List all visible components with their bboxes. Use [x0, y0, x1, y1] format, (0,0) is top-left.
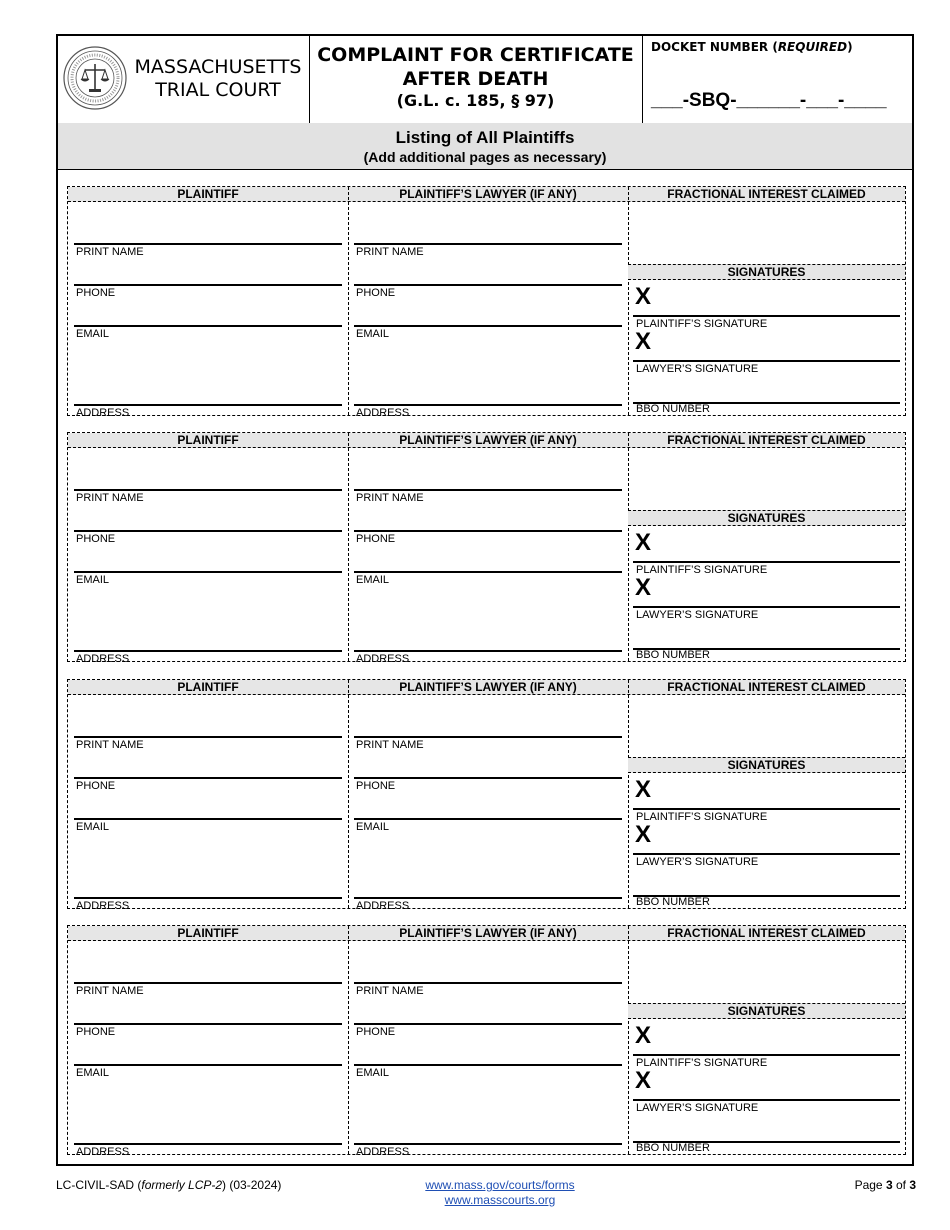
plaintiff-signature-label: PLAINTIFF’S SIGNATURE	[636, 811, 768, 823]
plaintiff-sign-x: X	[635, 529, 652, 556]
fractional-interest-field[interactable]	[629, 448, 905, 508]
lawyer-sign-x: X	[635, 821, 652, 848]
plaintiff-sign-x: X	[635, 1022, 652, 1049]
lawyer-signature-label: LAWYER’S SIGNATURE	[636, 363, 759, 375]
title-line2: AFTER DEATH	[402, 68, 549, 90]
column-divider	[348, 433, 349, 661]
docket-number-field[interactable]: ___-SBQ-______-___-____	[651, 90, 887, 111]
plaintiff-signature-label: PLAINTIFF’S SIGNATURE	[636, 1057, 768, 1069]
lawyer-sign-x: X	[635, 1067, 652, 1094]
court-header	[58, 36, 310, 123]
lawyer-phone-label: PHONE	[356, 1026, 396, 1038]
listing-title: Listing of All Plaintiffs	[395, 128, 575, 147]
plaintiff-email-label: EMAIL	[76, 821, 110, 833]
plaintiff-phone-field[interactable]	[74, 777, 342, 779]
plaintiff-address-label: ADDRESS	[76, 407, 130, 419]
form-title	[309, 36, 643, 123]
fractional-heading: FRACTIONAL INTEREST CLAIMED	[667, 926, 866, 940]
plaintiff-sign-x: X	[635, 283, 652, 310]
masscourts-link[interactable]: www.masscourts.org	[444, 1193, 556, 1207]
page-number: Page 3 of 3	[854, 1178, 916, 1192]
lawyer-phone-label: PHONE	[356, 780, 396, 792]
lawyer-sign-x: X	[635, 574, 652, 601]
fractional-heading: FRACTIONAL INTEREST CLAIMED	[667, 187, 866, 201]
plaintiff-phone-label: PHONE	[76, 1026, 116, 1038]
signatures-heading: SIGNATURES	[628, 264, 905, 280]
lawyer-phone-field[interactable]	[354, 777, 622, 779]
lawyer-email-label: EMAIL	[356, 1067, 390, 1079]
lawyer-address-field[interactable]	[354, 897, 622, 899]
form-frame	[56, 34, 914, 1166]
plaintiff-block	[67, 679, 906, 912]
lawyer-heading: PLAINTIFF’S LAWYER (IF ANY)	[399, 433, 577, 447]
lawyer-email-field[interactable]	[354, 325, 622, 327]
bbo-number-label: BBO NUMBER	[636, 649, 710, 661]
plaintiff-phone-label: PHONE	[76, 533, 116, 545]
plaintiff-signature-field[interactable]	[633, 561, 900, 563]
plaintiff-print-name-field[interactable]	[74, 243, 342, 245]
plaintiff-signature-label: PLAINTIFF’S SIGNATURE	[636, 564, 768, 576]
lawyer-print-name-label: PRINT NAME	[356, 985, 424, 997]
plaintiff-signature-field[interactable]	[633, 1054, 900, 1056]
plaintiff-address-field[interactable]	[74, 1143, 342, 1145]
column-divider	[348, 926, 349, 1154]
plaintiff-print-name-label: PRINT NAME	[76, 739, 144, 751]
block-header	[68, 433, 905, 448]
listing-subtitle: (Add additional pages as necessary)	[363, 149, 607, 165]
lawyer-print-name-field[interactable]	[354, 736, 622, 738]
form-header	[58, 36, 912, 125]
lawyer-address-field[interactable]	[354, 404, 622, 406]
lawyer-address-label: ADDRESS	[356, 1146, 410, 1158]
footer-links	[380, 1178, 620, 1208]
lawyer-phone-field[interactable]	[354, 284, 622, 286]
lawyer-print-name-field[interactable]	[354, 982, 622, 984]
lawyer-address-label: ADDRESS	[356, 900, 410, 912]
lawyer-heading: PLAINTIFF’S LAWYER (IF ANY)	[399, 680, 577, 694]
lawyer-phone-field[interactable]	[354, 1023, 622, 1025]
statute-citation: (G.L. c. 185, § 97)	[396, 91, 555, 110]
plaintiff-email-field[interactable]	[74, 818, 342, 820]
title-line1: COMPLAINT FOR CERTIFICATE	[317, 44, 634, 66]
bbo-number-label: BBO NUMBER	[636, 896, 710, 908]
signatures-heading: SIGNATURES	[628, 757, 905, 773]
court-line1: MASSACHUSETTS	[134, 56, 302, 78]
lawyer-signature-field[interactable]	[633, 853, 900, 855]
plaintiff-sign-x: X	[635, 776, 652, 803]
plaintiff-address-label: ADDRESS	[76, 653, 130, 665]
lawyer-phone-field[interactable]	[354, 530, 622, 532]
bbo-number-label: BBO NUMBER	[636, 403, 710, 415]
lawyer-sign-x: X	[635, 328, 652, 355]
plaintiff-address-label: ADDRESS	[76, 900, 130, 912]
block-header	[68, 680, 905, 695]
lawyer-email-label: EMAIL	[356, 574, 390, 586]
block-header	[68, 926, 905, 941]
plaintiff-email-label: EMAIL	[76, 574, 110, 586]
lawyer-print-name-label: PRINT NAME	[356, 739, 424, 751]
plaintiff-print-name-label: PRINT NAME	[76, 246, 144, 258]
lawyer-signature-field[interactable]	[633, 360, 900, 362]
lawyer-print-name-label: PRINT NAME	[356, 492, 424, 504]
fractional-heading: FRACTIONAL INTEREST CLAIMED	[667, 433, 866, 447]
docket-label: DOCKET NUMBER (REQUIRED)	[651, 40, 853, 54]
plaintiff-print-name-field[interactable]	[74, 736, 342, 738]
plaintiff-phone-field[interactable]	[74, 284, 342, 286]
lawyer-email-field[interactable]	[354, 571, 622, 573]
plaintiff-email-label: EMAIL	[76, 328, 110, 340]
lawyer-heading: PLAINTIFF’S LAWYER (IF ANY)	[399, 187, 577, 201]
lawyer-email-label: EMAIL	[356, 328, 390, 340]
lawyer-print-name-label: PRINT NAME	[356, 246, 424, 258]
plaintiff-signature-label: PLAINTIFF’S SIGNATURE	[636, 318, 768, 330]
signatures-heading: SIGNATURES	[628, 1003, 905, 1019]
plaintiff-signature-field[interactable]	[633, 808, 900, 810]
court-name	[134, 56, 302, 102]
plaintiff-heading: PLAINTIFF	[177, 926, 239, 940]
lawyer-heading: PLAINTIFF’S LAWYER (IF ANY)	[399, 926, 577, 940]
plaintiff-block	[67, 925, 906, 1158]
lawyer-address-label: ADDRESS	[356, 407, 410, 419]
plaintiff-phone-label: PHONE	[76, 287, 116, 299]
plaintiff-address-field[interactable]	[74, 404, 342, 406]
court-line2: TRIAL COURT	[155, 79, 281, 101]
plaintiff-signature-field[interactable]	[633, 315, 900, 317]
column-divider	[348, 187, 349, 415]
lawyer-address-field[interactable]	[354, 650, 622, 652]
lawyer-signature-label: LAWYER’S SIGNATURE	[636, 1102, 759, 1114]
plaintiff-print-name-label: PRINT NAME	[76, 985, 144, 997]
lawyer-email-field[interactable]	[354, 818, 622, 820]
column-divider	[348, 680, 349, 908]
lawyer-phone-label: PHONE	[356, 287, 396, 299]
fractional-interest-field[interactable]	[629, 695, 905, 755]
plaintiff-address-field[interactable]	[74, 650, 342, 652]
lawyer-signature-label: LAWYER’S SIGNATURE	[636, 856, 759, 868]
form-code: LC-CIVIL-SAD (formerly LCP-2) (03-2024)	[56, 1178, 282, 1192]
plaintiff-heading: PLAINTIFF	[177, 187, 239, 201]
plaintiff-phone-field[interactable]	[74, 1023, 342, 1025]
block-header	[68, 187, 905, 202]
lawyer-email-label: EMAIL	[356, 821, 390, 833]
plaintiff-email-field[interactable]	[74, 1064, 342, 1066]
fractional-interest-field[interactable]	[629, 941, 905, 1001]
plaintiff-phone-label: PHONE	[76, 780, 116, 792]
forms-link[interactable]: www.mass.gov/courts/forms	[425, 1178, 575, 1192]
court-seal-icon	[63, 46, 127, 110]
plaintiff-heading: PLAINTIFF	[177, 680, 239, 694]
lawyer-signature-field[interactable]	[633, 1099, 900, 1101]
plaintiff-print-name-field[interactable]	[74, 489, 342, 491]
plaintiff-phone-field[interactable]	[74, 530, 342, 532]
plaintiff-email-field[interactable]	[74, 325, 342, 327]
lawyer-email-field[interactable]	[354, 1064, 622, 1066]
fractional-interest-field[interactable]	[629, 202, 905, 262]
lawyer-phone-label: PHONE	[356, 533, 396, 545]
lawyer-address-label: ADDRESS	[356, 653, 410, 665]
fractional-heading: FRACTIONAL INTEREST CLAIMED	[667, 680, 866, 694]
plaintiff-print-name-field[interactable]	[74, 982, 342, 984]
plaintiff-email-field[interactable]	[74, 571, 342, 573]
bbo-number-label: BBO NUMBER	[636, 1142, 710, 1154]
docket-section	[643, 36, 912, 123]
plaintiff-heading: PLAINTIFF	[177, 433, 239, 447]
lawyer-signature-label: LAWYER’S SIGNATURE	[636, 609, 759, 621]
plaintiff-address-field[interactable]	[74, 897, 342, 899]
signatures-heading: SIGNATURES	[628, 510, 905, 526]
plaintiff-block	[67, 432, 906, 665]
plaintiff-email-label: EMAIL	[76, 1067, 110, 1079]
lawyer-address-field[interactable]	[354, 1143, 622, 1145]
plaintiff-print-name-label: PRINT NAME	[76, 492, 144, 504]
plaintiff-address-label: ADDRESS	[76, 1146, 130, 1158]
listing-banner	[58, 123, 912, 170]
lawyer-signature-field[interactable]	[633, 606, 900, 608]
lawyer-print-name-field[interactable]	[354, 489, 622, 491]
plaintiff-block	[67, 186, 906, 419]
lawyer-print-name-field[interactable]	[354, 243, 622, 245]
